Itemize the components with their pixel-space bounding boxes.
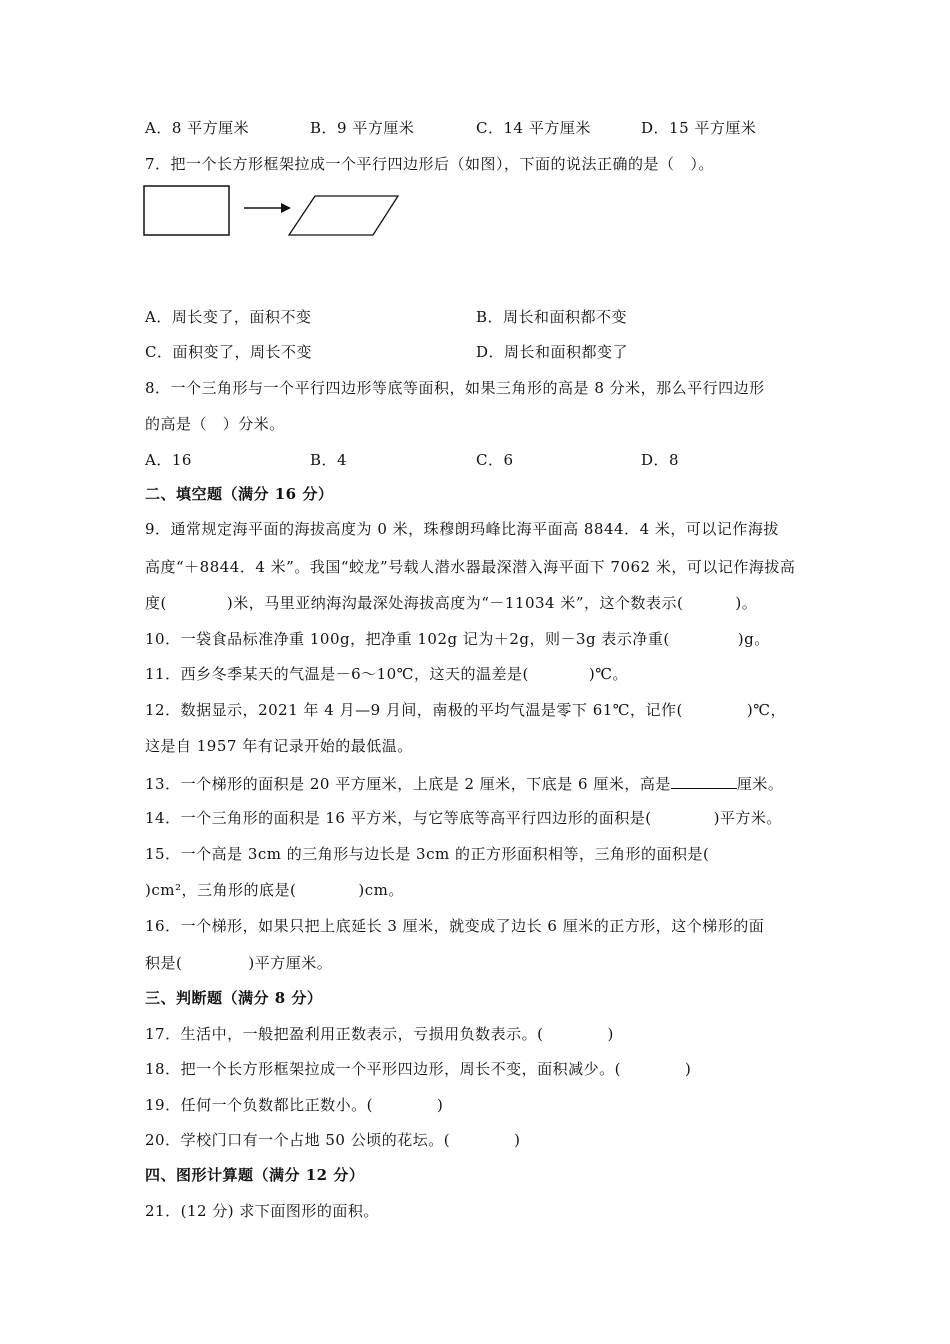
q8-stem-line1: 8．一个三角形与一个平行四边形等底等面积，如果三角形的高是 8 分米，那么平行四边形 xyxy=(145,379,765,397)
q10-text: 10．一袋食品标准净重 100g，把净重 102g 记为＋2g，则－3g 表示净重( xyxy=(145,630,670,648)
q13-blank[interactable] xyxy=(671,772,737,789)
q8-option-d: D．8 xyxy=(641,451,680,469)
q12-unit: )℃， xyxy=(746,701,787,719)
q15-unit-2: )cm。 xyxy=(358,881,404,899)
q19-close: ) xyxy=(436,1096,444,1114)
q14-line xyxy=(145,807,782,829)
q16-line2 xyxy=(145,952,332,974)
q18-line xyxy=(145,1058,691,1080)
rectangle-shape xyxy=(144,186,229,235)
q7-option-a: A．周长变了，面积不变 xyxy=(145,308,312,326)
q11-text: 11．西乡冬季某天的气温是－6～10℃，这天的温差是( xyxy=(145,665,529,683)
q15-unit-1: )cm²，三角形的底是( xyxy=(145,881,297,899)
section-heading-true-false: 三、判断题（满分 8 分） xyxy=(145,989,323,1007)
q9-line2: 高度“＋8844．4 米”。我国“蛟龙”号载人潜水器最深潜入海平面下 7062 米，可以记作海拔高 xyxy=(145,558,796,576)
q10-line xyxy=(145,628,770,650)
q20-line xyxy=(145,1129,520,1151)
q13-text: 13．一个梯形的面积是 20 平方厘米，上底是 2 厘米，下底是 6 厘米，高是 xyxy=(145,775,671,793)
q8-option-a: A．16 xyxy=(145,451,192,469)
q7-option-c: C．面积变了，周长不变 xyxy=(145,343,312,361)
q7-figure xyxy=(140,181,410,241)
q9-line3-middle: )米，马里亚纳海沟最深处海拔高度为“－11034 米”，这个数表示( xyxy=(226,594,684,612)
q17-line xyxy=(145,1023,614,1045)
q16-unit: )平方厘米。 xyxy=(248,954,333,972)
q12-line2: 这是自 1957 年有记录开始的最低温。 xyxy=(145,737,413,755)
q9-line3-start: 度( xyxy=(145,594,167,612)
q19-text: 19．任何一个负数都比正数小。( xyxy=(145,1096,373,1114)
q7-option-b: B．周长和面积都不变 xyxy=(476,308,628,326)
q18-text: 18．把一个长方形框架拉成一个平形四边形，周长不变，面积减少。( xyxy=(145,1060,621,1078)
q10-unit: )g。 xyxy=(737,630,770,648)
section-heading-fill-in: 二、填空题（满分 16 分） xyxy=(145,485,334,503)
q11-line xyxy=(145,663,628,685)
q7-option-d: D．周长和面积都变了 xyxy=(476,343,629,361)
q11-unit: )℃。 xyxy=(588,665,628,683)
q16-line1: 16．一个梯形，如果只把上底延长 3 厘米，就变成了边长 6 厘米的正方形，这个梯形的面 xyxy=(145,917,765,935)
q19-line xyxy=(145,1094,443,1116)
q12-text: 12．数据显示，2021 年 4 月—9 月间，南极的平均气温是零下 61℃，记作( xyxy=(145,701,683,719)
q13-line xyxy=(145,772,783,795)
q14-unit: )平方米。 xyxy=(713,809,782,827)
q8-option-b: B．4 xyxy=(310,451,348,469)
q6-option-d: D．15 平方厘米 xyxy=(641,119,757,137)
q15-line1: 15．一个高是 3cm 的三角形与边长是 3cm 的正方形面积相等，三角形的面积是( xyxy=(145,845,710,863)
q9-line3-end: )。 xyxy=(735,594,758,612)
parallelogram-shape xyxy=(289,196,398,235)
q20-close: ) xyxy=(514,1131,521,1149)
q6-option-c: C．14 平方厘米 xyxy=(476,119,591,137)
q7-stem: 7．把一个长方形框架拉成一个平行四边形后（如图），下面的说法正确的是（ ）。 xyxy=(145,155,714,173)
arrow-head-icon xyxy=(281,203,291,213)
q12-line1 xyxy=(145,699,786,721)
q18-close: ) xyxy=(684,1060,692,1078)
q6-option-b: B．9 平方厘米 xyxy=(310,119,415,137)
q8-stem-line2: 的高是（ ）分米。 xyxy=(145,415,285,433)
q17-text: 17．生活中，一般把盈利用正数表示，亏损用负数表示。( xyxy=(145,1025,544,1043)
q8-option-c: C．6 xyxy=(476,451,514,469)
q15-line2 xyxy=(145,879,404,901)
q17-close: ) xyxy=(607,1025,614,1043)
q6-option-a: A．8 平方厘米 xyxy=(145,119,250,137)
q9-line1: 9．通常规定海平面的海拔高度为 0 米，珠穆朗玛峰比海平面高 8844．4 米，可以记作海拔 xyxy=(145,520,779,538)
section-heading-calculation: 四、图形计算题（满分 12 分） xyxy=(145,1166,365,1184)
q13-unit: 厘米。 xyxy=(736,775,784,793)
q20-text: 20．学校门口有一个占地 50 公顷的花坛。( xyxy=(145,1131,451,1149)
q21-line: 21．(12 分) 求下面图形的面积。 xyxy=(145,1202,379,1220)
q14-text: 14．一个三角形的面积是 16 平方米，与它等底等高平行四边形的面积是( xyxy=(145,809,652,827)
q16-start: 积是( xyxy=(145,954,183,972)
q9-line3 xyxy=(145,592,757,614)
